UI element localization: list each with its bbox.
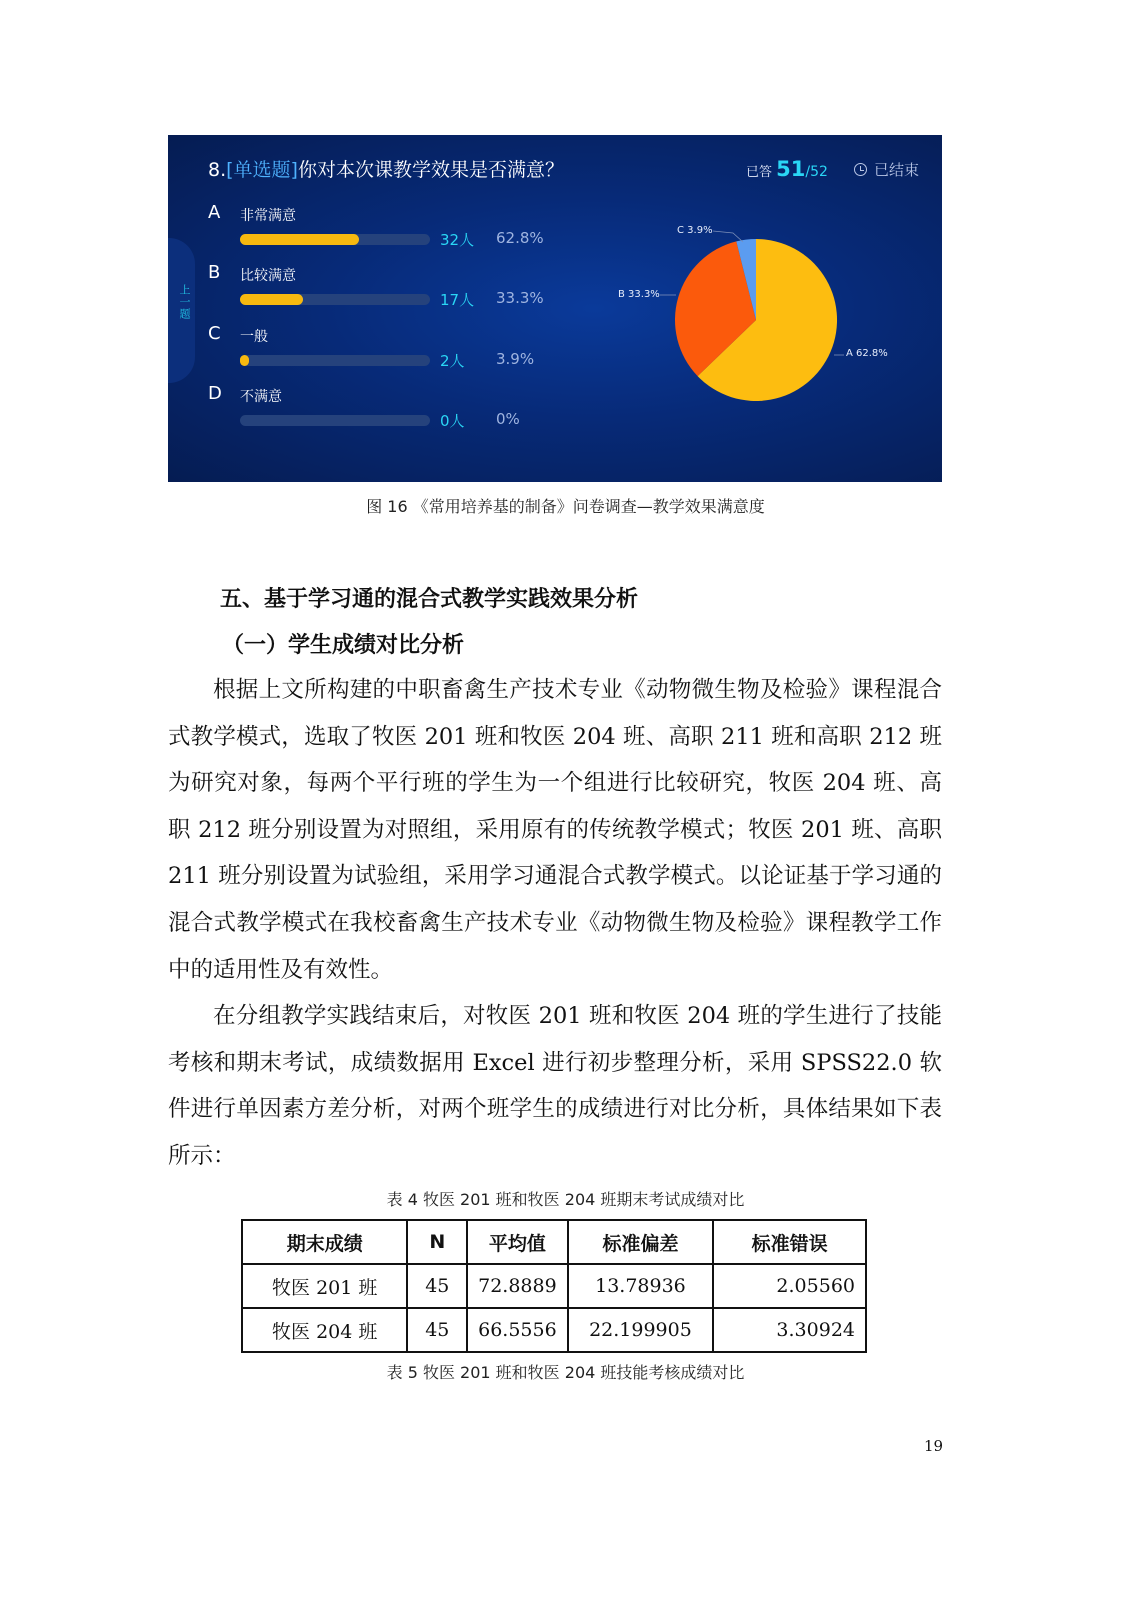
option-count: 0人 <box>440 412 465 430</box>
table-cell: 45 <box>407 1264 467 1308</box>
table-cell: 2.05560 <box>713 1264 866 1308</box>
option-bar <box>240 294 430 305</box>
table-header-cell: 期末成绩 <box>242 1220 407 1264</box>
previous-question-label: 上一题 <box>178 284 191 320</box>
table-header-cell: 标准偏差 <box>568 1220 714 1264</box>
survey-screenshot <box>168 135 942 482</box>
pie-label-c: C 3.9% <box>677 225 713 236</box>
answered-total: /52 <box>805 164 828 180</box>
option-bar <box>240 415 430 426</box>
pie-label-a: A 62.8% <box>846 348 888 359</box>
option-text: 非常满意 <box>240 208 296 224</box>
question-text: 你对本次课教学效果是否满意？ <box>297 159 564 181</box>
table-cell: 牧医 204 班 <box>242 1308 407 1352</box>
table-cell: 66.5556 <box>467 1308 568 1352</box>
table-4-caption: 表 4 牧医 201 班和牧医 204 班期末考试成绩对比 <box>386 1190 745 1209</box>
question-type: [单选题] <box>226 159 298 181</box>
question-title <box>208 155 564 182</box>
status-label: 已结束 <box>874 161 920 179</box>
question-number: 8. <box>208 159 227 181</box>
option-percent: 62.8% <box>496 229 544 247</box>
table-header-cell: 平均值 <box>467 1220 568 1264</box>
option-bar-fill <box>240 234 359 245</box>
page-number: 19 <box>924 1437 944 1455</box>
option-count: 17人 <box>440 291 475 309</box>
table-4 <box>241 1219 867 1353</box>
answered-label: 已答 <box>746 165 773 180</box>
table-row <box>242 1308 866 1352</box>
option-text: 不满意 <box>240 389 282 405</box>
option-letter: A <box>208 202 221 223</box>
option-letter: B <box>208 262 221 283</box>
paragraph-1: 根据上文所构建的中职畜禽生产技术专业《动物微生物及检验》课程混合式教学模式，选取了牧医 201 班和牧医 204 班、高职 211 班和高职 212 班为研究对象，每两个平行班的学生为一个组进行比较研究，牧医 204 班、高职 212 班分别设置为对照组，采用原有的传统教学模式；牧医 201 班、高职 211 班分别设置为试验组，采用学习通混合式教学模式。以论证基于学习通的混合式教学模式在我校畜禽生产技术专业《动物微生物及检验》课程教学工作中的适用性及有效性。 <box>168 677 942 983</box>
option-count: 2人 <box>440 352 465 370</box>
answered-count <box>746 157 828 181</box>
option-percent: 33.3% <box>496 289 544 307</box>
option-c <box>208 323 568 383</box>
option-count: 32人 <box>440 231 475 249</box>
option-percent: 0% <box>496 410 520 428</box>
table-row <box>242 1264 866 1308</box>
option-text: 比较满意 <box>240 268 296 284</box>
clock-icon <box>854 163 867 176</box>
option-bar <box>240 234 430 245</box>
option-letter: C <box>208 323 221 344</box>
section-heading: 五、基于学习通的混合式教学实践效果分析 <box>220 586 639 612</box>
table-cell: 22.199905 <box>568 1308 714 1352</box>
paragraph-2: 在分组教学实践结束后，对牧医 201 班和牧医 204 班的学生进行了技能考核和期末考试，成绩数据用 Excel 进行初步整理分析，采用 SPSS22.0 软件进行单因素方差分析，对两个班学生的成绩进行对比分析，具体结果如下表所示： <box>168 1003 942 1169</box>
option-a <box>208 202 568 262</box>
table-5-caption: 表 5 牧医 201 班和牧医 204 班技能考核成绩对比 <box>386 1363 745 1382</box>
table-header-cell: 标准错误 <box>713 1220 866 1264</box>
pie-svg <box>568 205 938 445</box>
option-text: 一般 <box>240 329 268 345</box>
table-cell: 13.78936 <box>568 1264 714 1308</box>
table-cell: 72.8889 <box>467 1264 568 1308</box>
table-cell: 45 <box>407 1308 467 1352</box>
option-bar-fill <box>240 294 303 305</box>
table-header-row <box>242 1220 866 1264</box>
pie-label-b: B 33.3% <box>618 289 660 300</box>
option-d <box>208 383 568 443</box>
status-badge <box>854 159 919 180</box>
option-percent: 3.9% <box>496 350 535 368</box>
option-bar <box>240 355 430 366</box>
pie-chart <box>568 205 938 445</box>
option-letter: D <box>208 383 222 404</box>
table-cell: 3.30924 <box>713 1308 866 1352</box>
subsection-heading: （一）学生成绩对比分析 <box>222 632 465 658</box>
previous-question-tab[interactable] <box>168 238 195 383</box>
option-bar-fill <box>240 355 249 366</box>
option-b <box>208 262 568 322</box>
table-cell: 牧医 201 班 <box>242 1264 407 1308</box>
figure-caption: 图 16 《常用培养基的制备》问卷调查—教学效果满意度 <box>366 497 765 516</box>
table-header-cell: N <box>407 1220 467 1264</box>
answered-number: 51 <box>776 157 806 181</box>
